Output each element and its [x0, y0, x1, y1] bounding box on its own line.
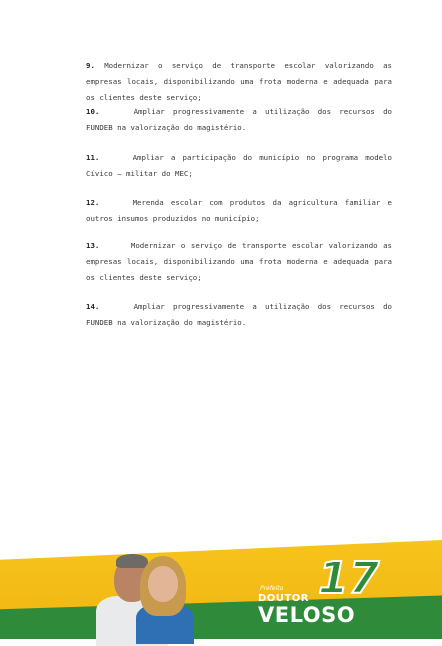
candidate-name-top: DOUTOR — [258, 593, 309, 604]
candidate-name-bottom: VELOSO — [258, 603, 356, 627]
list-item — [86, 150, 392, 182]
candidate-number: 17 — [318, 553, 380, 604]
item-number: 9. — [86, 61, 95, 70]
item-number: 13. — [86, 241, 100, 250]
list-item — [86, 58, 392, 106]
item-text: Ampliar a participação do município no programa modelo Cívico – militar do MEC; — [86, 153, 393, 178]
list-item — [86, 104, 392, 136]
candidate-face-woman — [148, 566, 178, 602]
item-number: 11. — [86, 153, 100, 162]
item-text: Modernizar o serviço de transporte escolar valorizando as empresas locais, disponibilizando uma frota moderna e adequada para os clientes deste serviço; — [86, 241, 393, 282]
item-text: Modernizar o serviço de transporte escolar valorizando as empresas locais, disponibilizando uma frota moderna e adequada para os clientes deste serviço; — [86, 61, 392, 102]
prefeito-label: Prefeito — [260, 585, 284, 592]
campaign-logo — [258, 553, 398, 639]
item-text: Merenda escolar com produtos da agricultura familiar e outros insumos produzidos no município; — [86, 198, 393, 223]
list-item — [86, 238, 392, 286]
item-number: 14. — [86, 302, 100, 311]
item-text: Ampliar progressivamente a utilização dos recursos do FUNDEB na valorização do magistério. — [86, 107, 392, 132]
item-number: 10. — [86, 107, 100, 116]
candidate-hair-man — [116, 554, 148, 568]
item-text: Ampliar progressivamente a utilização dos recursos do FUNDEB na valorização do magistério. — [86, 302, 392, 327]
list-item — [86, 195, 392, 227]
list-item — [86, 299, 392, 331]
item-number: 12. — [86, 198, 100, 207]
